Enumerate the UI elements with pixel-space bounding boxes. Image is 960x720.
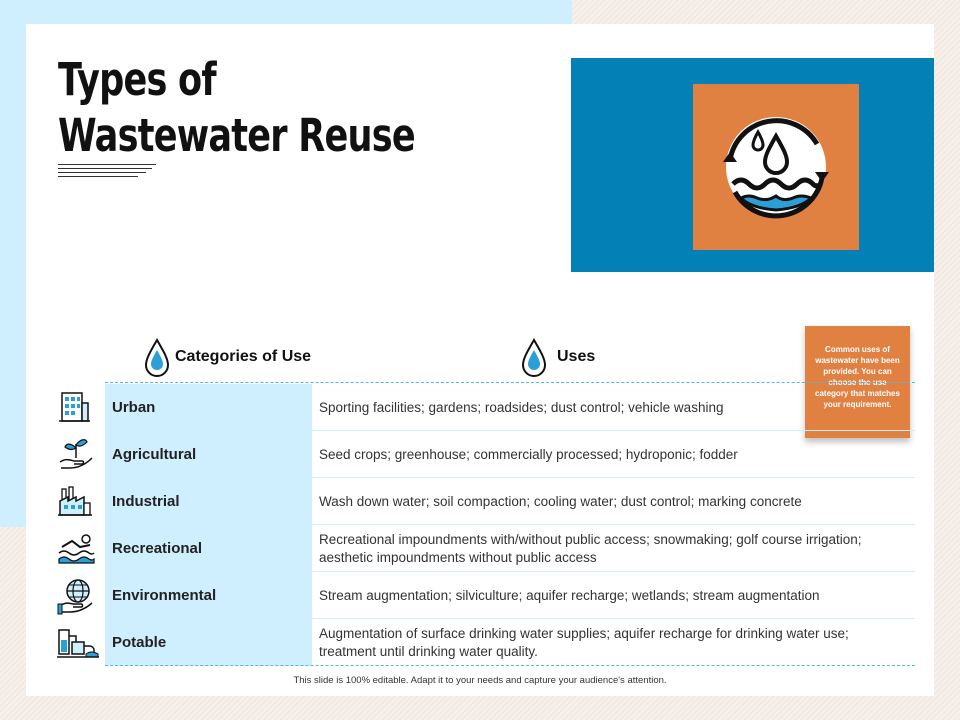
- table-row: [105, 478, 915, 525]
- table-bottom-border: [105, 665, 915, 666]
- factory-icon: [56, 483, 94, 519]
- table-row: [105, 431, 915, 478]
- table-row: [105, 384, 915, 431]
- slide-title: [58, 52, 415, 164]
- category-cell: Agricultural: [105, 431, 312, 478]
- title-underline: [58, 168, 152, 169]
- info-note: Common uses of wastewater have been provided. You can choose the use category that matches your requirement.: [805, 326, 910, 438]
- plant-hand-icon: [56, 434, 96, 474]
- water-drop-icon: [520, 338, 548, 378]
- water-recycle-icon: [693, 84, 859, 250]
- uses-cell: Seed crops; greenhouse; commercially processed; hydroponic; fodder: [319, 446, 738, 462]
- title-underline: [58, 176, 138, 177]
- table-row: [105, 572, 915, 619]
- header-uses: Uses: [557, 348, 596, 365]
- uses-cell: Recreational impoundments with/without public access; snowmaking; golf course irrigation; aesthetic impoundments without public access: [319, 531, 862, 565]
- globe-hand-icon: [56, 576, 96, 616]
- uses-cell: Stream augmentation; silviculture; aquifer recharge; wetlands; stream augmentation: [319, 587, 820, 603]
- category-cell: Environmental: [105, 572, 312, 619]
- title-underline: [58, 172, 146, 173]
- uses-cell: Augmentation of surface drinking water supplies; aquifer recharge for drinking water use; treatment until drinking water quality.: [319, 625, 849, 659]
- table-row: [105, 525, 915, 572]
- category-cell: Recreational: [105, 525, 312, 572]
- category-cell: Urban: [105, 384, 312, 431]
- water-treatment-icon: [56, 626, 100, 660]
- table-top-border: [105, 382, 915, 383]
- hero-icon-tile: [693, 84, 859, 250]
- category-cell: Industrial: [105, 478, 312, 525]
- category-cell: Potable: [105, 619, 312, 666]
- title-line-1: Types of: [58, 53, 216, 106]
- hero-panel: [571, 58, 934, 272]
- swimmer-icon: [56, 531, 96, 565]
- header-categories: Categories of Use: [175, 348, 312, 365]
- uses-cell: Wash down water; soil compaction; cooling water; dust control; marking concrete: [319, 493, 802, 509]
- footer-note: This slide is 100% editable. Adapt it to your needs and capture your audience's attention.: [293, 675, 667, 686]
- title-line-2: Wastewater Reuse: [58, 109, 415, 162]
- building-icon: [56, 389, 92, 425]
- title-underline: [58, 164, 156, 165]
- uses-cell: Sporting facilities; gardens; roadsides; dust control; vehicle washing: [319, 399, 724, 415]
- water-drop-icon: [143, 338, 171, 378]
- table-row: [105, 619, 915, 666]
